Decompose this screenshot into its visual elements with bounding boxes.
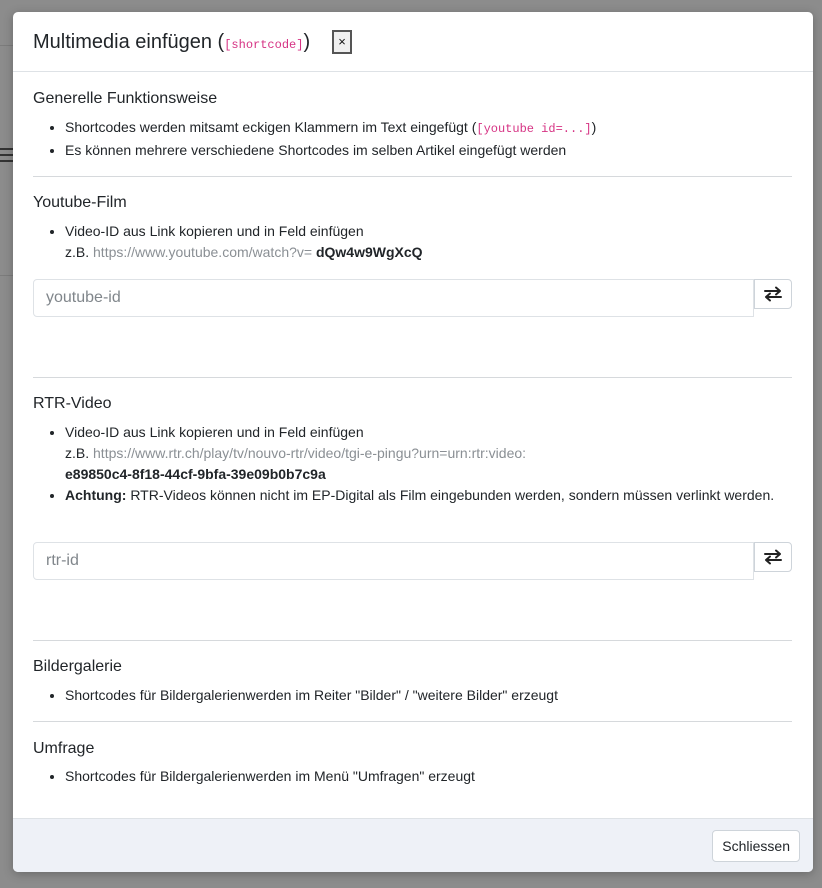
title-shortcode: [shortcode] (224, 38, 304, 52)
section-divider (33, 377, 792, 378)
example-url: https://www.rtr.ch/play/tv/nouvo-rtr/video/tgi-e-pingu?urn=urn:rtr:video: (93, 445, 527, 461)
general-list (33, 117, 596, 161)
list-item: • Shortcodes für Bildergalerienwerden im Menü "Umfragen" erzeugt (65, 766, 475, 787)
example-id: e89850c4-8f18-44cf-9bfa-39e09b0b7c9a (65, 466, 326, 482)
rtr-id-input[interactable] (33, 542, 754, 580)
arrows-exchange-icon (764, 549, 782, 565)
background-menu-icon (0, 148, 14, 166)
rtr-convert-button[interactable] (754, 542, 792, 572)
poll-list (33, 766, 475, 787)
youtube-id-input[interactable] (33, 279, 754, 317)
example-url: https://www.youtube.com/watch?v= (93, 244, 313, 260)
close-x-button[interactable]: × (332, 30, 352, 54)
close-button[interactable]: Schliessen (712, 830, 800, 862)
list-item: • Video-ID aus Link kopieren und in Feld einfügen z.B. https://www.youtube.com/watch?v= dQw4w9WgXcQ (65, 221, 423, 263)
section-divider (33, 176, 792, 177)
youtube-list (33, 221, 423, 263)
section-title-youtube: Youtube-Film (33, 194, 127, 211)
modal-title: Multimedia einfügen ([shortcode]) (33, 31, 311, 53)
multimedia-modal (13, 12, 813, 872)
modal-header (13, 12, 813, 72)
list-item: • Video-ID aus Link kopieren und in Feld einfügen z.B. https://www.rtr.ch/play/tv/nouvo-rtr/video/tgi-e-pingu?urn=urn:rtr:video: e89850c4-8f18-44cf-9bfa-39e09b0b7c9a (65, 422, 792, 485)
background-divider (0, 275, 13, 276)
section-title-rtr: RTR-Video (33, 395, 112, 412)
section-title-gallery: Bildergalerie (33, 658, 122, 675)
gallery-list (33, 685, 558, 706)
list-item: • Achtung: RTR-Videos können nicht im EP-Digital als Film eingebunden werden, sondern müssen verlinkt werden. (65, 485, 792, 506)
example-id: dQw4w9WgXcQ (315, 244, 423, 260)
warning-label: Achtung: (65, 487, 127, 503)
section-title-poll: Umfrage (33, 740, 95, 757)
section-title-general: Generelle Funktionsweise (33, 90, 218, 107)
youtube-convert-button[interactable] (754, 279, 792, 309)
list-item: • Shortcodes werden mitsamt eckigen Klammern im Text eingefügt ([youtube id=...]) (65, 117, 596, 140)
modal-footer (13, 818, 813, 872)
section-divider (33, 721, 792, 722)
inline-code: [youtube id=...] (476, 122, 592, 136)
section-divider (33, 640, 792, 641)
rtr-list (33, 422, 792, 506)
background-divider (0, 45, 13, 46)
list-item: • Shortcodes für Bildergalerienwerden im Reiter "Bilder" / "weitere Bilder" erzeugt (65, 685, 558, 706)
list-item: • Es können mehrere verschiedene Shortcodes im selben Artikel eingefügt werden (65, 140, 596, 161)
arrows-exchange-icon (764, 286, 782, 302)
